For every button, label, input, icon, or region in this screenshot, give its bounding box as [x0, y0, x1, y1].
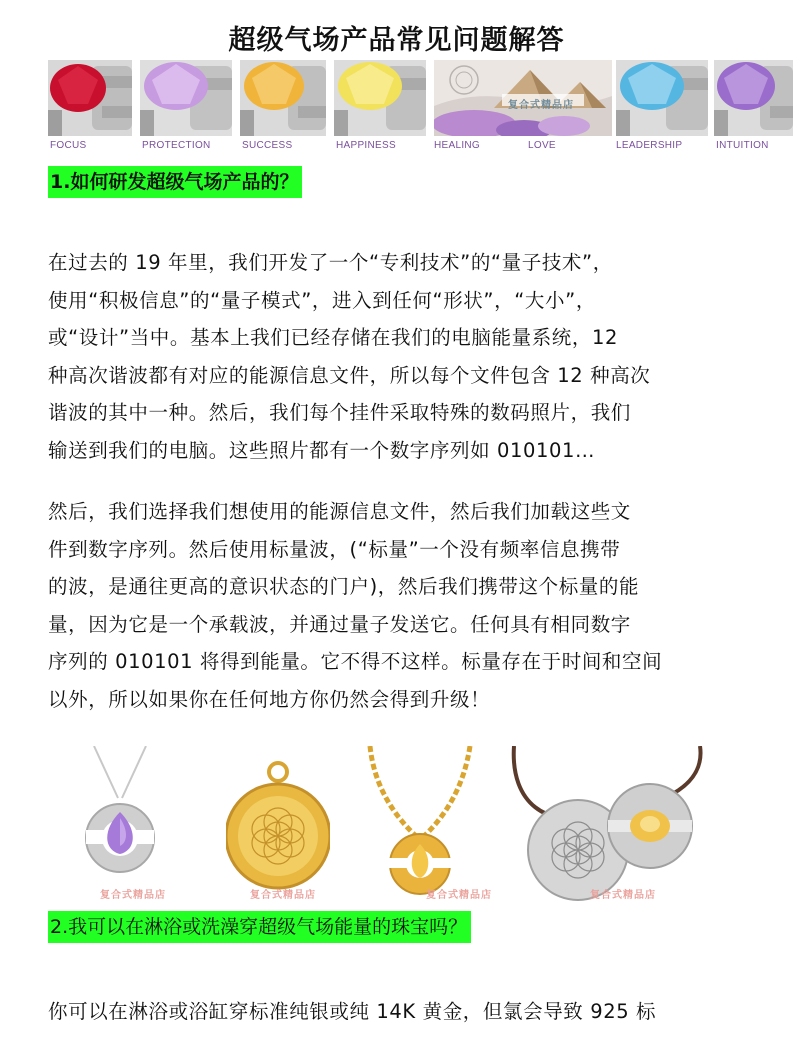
page-title: 超级气场产品常见问题解答: [228, 25, 565, 56]
shop-watermark: 复合式精品店: [590, 890, 656, 901]
tile-label-happiness: HAPPINESS: [336, 140, 396, 151]
violet-crystal-icon: [714, 60, 793, 136]
silver-medallion-pendant-icon: [510, 746, 710, 902]
yellow-crystal-icon: [334, 60, 426, 136]
shop-watermark: 复合式精品店: [250, 890, 316, 901]
amethyst-pendant-icon: [80, 746, 160, 902]
tile-label-intuition: INTUITION: [716, 140, 769, 151]
shop-watermark: 复合式精品店: [426, 890, 492, 901]
section-1-paragraph-1: 在过去的 19 年里，我们开发了一个“专利技术”的“量子技术”， 使用“积极信息”的“量子模式”，进入到任何“形状”，“大小”， 或“设计”当中。基本上我们已经存储在我们的电脑能量系统，12 种高次谐波都有对应的能源信息文件，所以每个文件包含 12 种高次 谐波的其中一种。然后，我们每个挂件采取特殊的数码照片，我们 输送到我们的电脑。这些照片都有一个数字序列如 010101…: [48, 251, 651, 462]
gold-medallion-icon: [226, 746, 330, 902]
section-1-paragraph-2: 然后，我们选择我们想使用的能源信息文件，然后我们加载这些文 件到数字序列。然后使用标量波，(“标量”一个没有频率信息携带 的波，是通往更高的意识状态的门户)，然后我们携带这个标量的能 量，因为它是一个承载波，并通过量子发送它。任何具有相同数字 序列的 010101 将得到能量。它不得不这样。标量存在于时间和空间 以外，所以如果你在任何地方你仍然会得到升级！: [48, 500, 663, 711]
lilac-crystal-icon: [140, 60, 232, 136]
shop-watermark: 复合式精品店: [100, 890, 166, 901]
shop-mark: 复合式精品店: [508, 100, 574, 111]
crystal-banner: [48, 60, 793, 154]
gold-chain-pendant-icon: [364, 746, 476, 902]
section-heading-2: 2.我可以在淋浴或洗澡穿超级气场能量的珠宝吗？: [48, 911, 471, 943]
tile-label-protection: PROTECTION: [142, 140, 211, 151]
tile-label-leadership: LEADERSHIP: [616, 140, 683, 151]
section-heading-1: 1.如何研发超级气场产品的？: [48, 166, 302, 198]
section-2-paragraph-1: 你可以在淋浴或浴缸穿标准纯银或纯 14K 黄金，但氯会导致 925 标: [48, 1000, 657, 1023]
tile-label-love: LOVE: [528, 140, 556, 151]
tile-label-healing: HEALING: [434, 140, 481, 151]
tile-label-focus: FOCUS: [50, 140, 87, 151]
blue-crystal-icon: [616, 60, 708, 136]
citrine-crystal-icon: [240, 60, 326, 136]
red-crystal-icon: [48, 60, 132, 136]
tile-label-success: SUCCESS: [242, 140, 293, 151]
